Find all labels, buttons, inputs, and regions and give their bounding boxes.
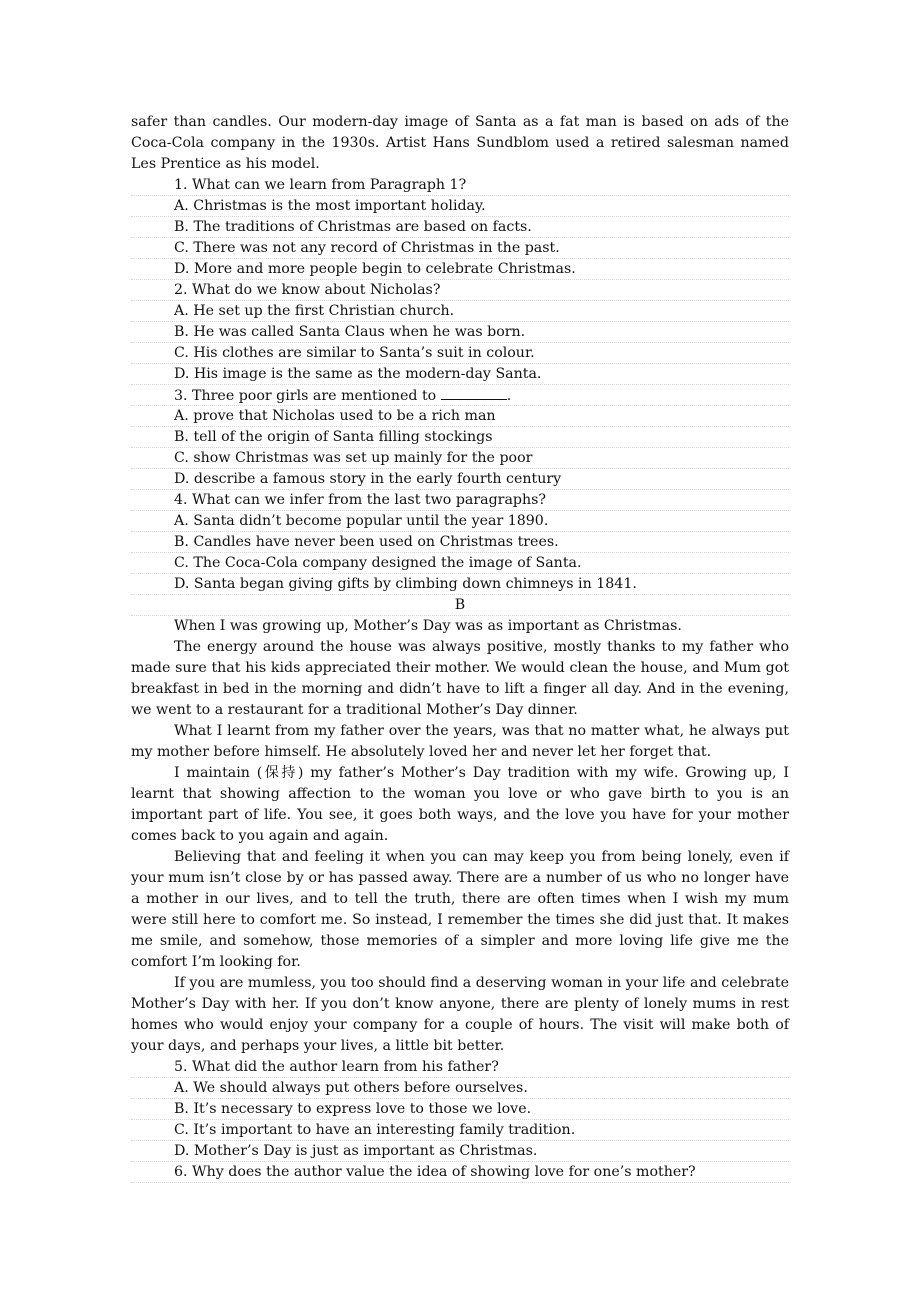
passage-b-paragraph: When I was growing up, Mother’s Day was as important as Christmas. xyxy=(174,618,682,634)
passage-b-paragraph: The energy around the house was always positive, mostly thanks to my father who made sure that his kids appreciated their mother. We would clean the house, and Mum got breakfast in bed in the morning and didn’t have to lift a finger all day. And in the evening, we went to a restaurant for a traditional Mother’s Day dinner. xyxy=(131,639,789,718)
q1-option-a: A. Christmas is the most important holiday. xyxy=(131,196,789,217)
question-1: 1. What can we learn from Paragraph 1? xyxy=(131,175,789,196)
question-3-suffix: . xyxy=(506,388,512,404)
q1-option-d: D. More and more people begin to celebrate Christmas. xyxy=(131,259,789,280)
question-2: 2. What do we know about Nicholas? xyxy=(131,280,789,301)
q4-option-c: C. The Coca-Cola company designed the image of Santa. xyxy=(131,553,789,574)
q1-option-c: C. There was not any record of Christmas in the past. xyxy=(131,238,789,259)
q5-option-b: B. It’s necessary to express love to those we love. xyxy=(131,1099,789,1120)
document-page xyxy=(131,112,789,1183)
question-5: 5. What did the author learn from his father? xyxy=(131,1057,789,1078)
q3-option-c: C. show Christmas was set up mainly for the poor xyxy=(131,448,789,469)
section-b-heading: B xyxy=(131,595,789,616)
q2-option-a: A. He set up the first Christian church. xyxy=(131,301,789,322)
q5-option-a: A. We should always put others before ourselves. xyxy=(131,1078,789,1099)
q1-option-b: B. The traditions of Christmas are based on facts. xyxy=(131,217,789,238)
q2-option-c: C. His clothes are similar to Santa’s suit in colour. xyxy=(131,343,789,364)
passage-b-paragraph: What I learnt from my father over the years, was that no matter what, he always put my mother before himself. He absolutely loved her and never let her forget that. xyxy=(131,723,789,760)
passage-b-paragraph: I maintain (保持) my father’s Mother’s Day tradition with my wife. Growing up, I learnt that showing affection to the woman you love or who gave birth to you is an important part of life. You see, it goes both ways, and the love you have for your mother comes back to you again and again. xyxy=(131,765,789,844)
q4-option-a: A. Santa didn’t become popular until the year 1890. xyxy=(131,511,789,532)
q5-option-d: D. Mother’s Day is just as important as Christmas. xyxy=(131,1141,789,1162)
q4-option-b: B. Candles have never been used on Christmas trees. xyxy=(131,532,789,553)
q3-option-d: D. describe a famous story in the early fourth century xyxy=(131,469,789,490)
passage-b-paragraph: If you are mumless, you too should find a deserving woman in your life and celebrate Mother’s Day with her. If you don’t know anyone, there are plenty of lonely mums in rest homes who would enjoy your company for a couple of hours. The visit will make both of your days, and perhaps your lives, a little bit better. xyxy=(131,975,789,1054)
question-3-prefix: 3. Three poor girls are mentioned to xyxy=(174,388,437,404)
q4-option-d: D. Santa began giving gifts by climbing down chimneys in 1841. xyxy=(131,574,789,595)
answer-blank xyxy=(441,385,507,400)
q2-option-d: D. His image is the same as the modern-day Santa. xyxy=(131,364,789,385)
q3-option-a: A. prove that Nicholas used to be a rich man xyxy=(131,406,789,427)
q2-option-b: B. He was called Santa Claus when he was born. xyxy=(131,322,789,343)
passage-b-paragraph: Believing that and feeling it when you can may keep you from being lonely, even if your mum isn’t close by or has passed away. There are a number of us who no longer have a mother in our lives, and to tell the truth, there are often times when I wish my mum were still here to comfort me. So instead, I remember the times she did just that. It makes me smile, and somehow, those memories of a simpler and more loving life give me the comfort I’m looking for. xyxy=(131,849,789,970)
question-6: 6. Why does the author value the idea of showing love for one’s mother? xyxy=(131,1162,789,1183)
passage-a-tail: safer than candles. Our modern-day image of Santa as a fat man is based on ads of the Coca-Cola company in the 1930s. Artist Hans Sundblom used a retired salesman named Les Prentice as his model. xyxy=(131,114,789,172)
question-4: 4. What can we infer from the last two paragraphs? xyxy=(131,490,789,511)
q5-option-c: C. It’s important to have an interesting family tradition. xyxy=(131,1120,789,1141)
q3-option-b: B. tell of the origin of Santa filling stockings xyxy=(131,427,789,448)
question-3 xyxy=(131,385,789,406)
